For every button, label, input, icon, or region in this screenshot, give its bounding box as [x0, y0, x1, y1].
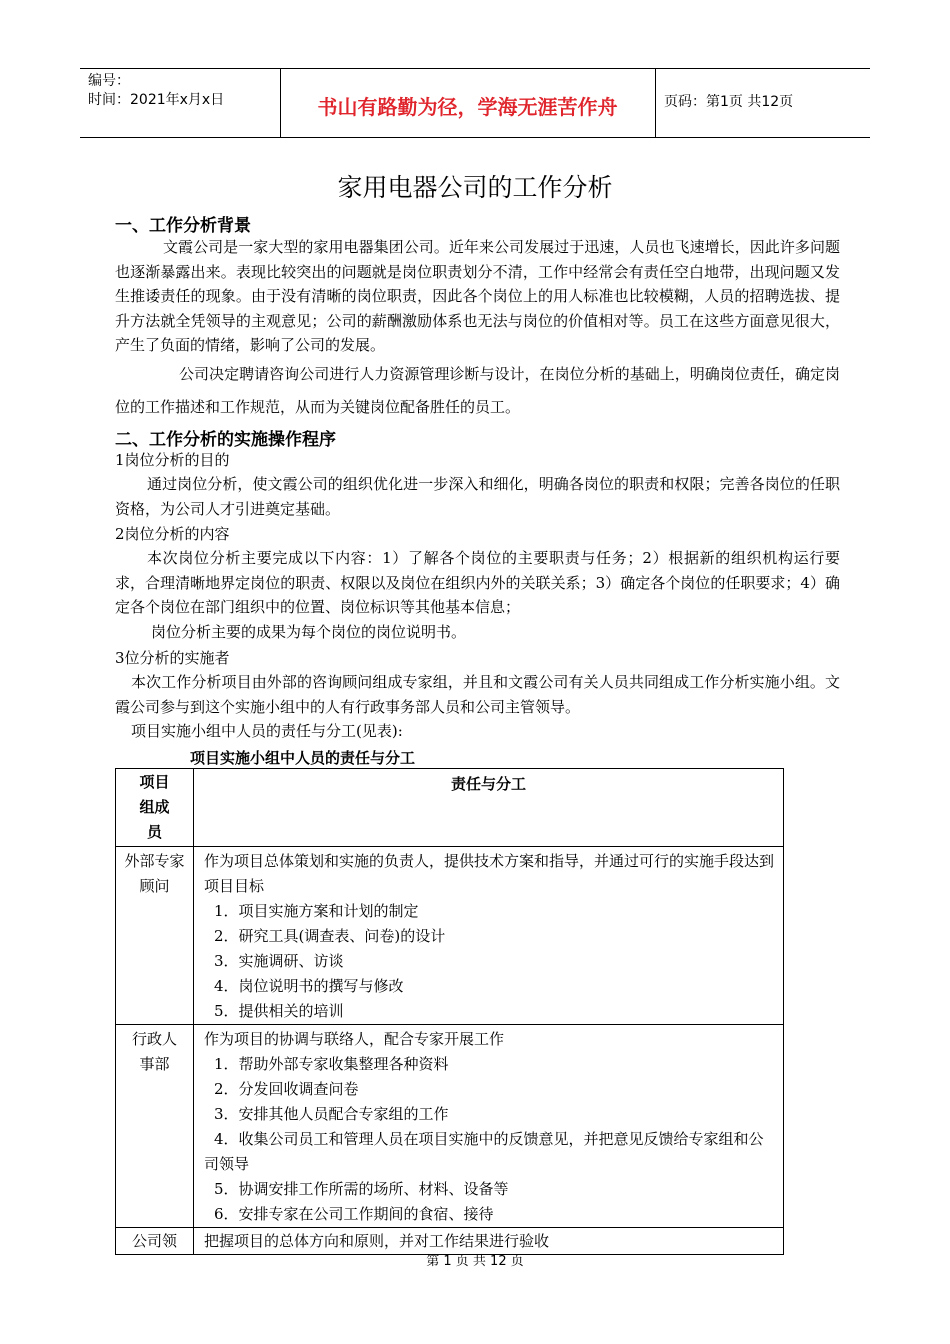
content-result-paragraph: 岗位分析主要的成果为每个岗位的岗位说明书。	[151, 623, 467, 641]
responsibility-item: 1．项目实施方案和计划的制定	[214, 902, 419, 920]
member-cell: 行政人事部	[116, 1025, 194, 1228]
subheading-content: 2岗位分析的内容	[115, 525, 230, 543]
purpose-paragraph: 通过岗位分析，使文霞公司的组织优化进一步深入和细化，明确各岗位的职责和权限；完善各岗位的任职资格，为公司人才引进奠定基础。	[115, 475, 840, 518]
document-date: 时间：2021年x月x日	[88, 92, 225, 108]
responsibility-item: 4．收集公司员工和管理人员在项目实施中的反馈意见，并把意见反馈给专家组和公司领导	[204, 1130, 764, 1173]
background-paragraph-2: 公司决定聘请咨询公司进行人力资源管理诊断与设计，在岗位分析的基础上，明确岗位责任，确定岗位的工作描述和工作规范，从而为关键岗位配备胜任的员工。	[115, 365, 840, 416]
responsibility-description: 作为项目的协调与联络人，配合专家开展工作	[204, 1030, 505, 1048]
subheading-implementers: 3位分析的实施者	[115, 649, 230, 667]
page-footer: 第 1 页 共 12 页	[426, 1254, 524, 1269]
table-header-row	[116, 769, 784, 847]
column-header-member: 项目组成员	[116, 769, 194, 847]
responsibility-item: 3．实施调研、访谈	[214, 952, 344, 970]
responsibility-item: 2．分发回收调查问卷	[214, 1080, 359, 1098]
responsibility-item: 3．安排其他人员配合专家组的工作	[214, 1105, 449, 1123]
section-heading-background: 一、工作分析背景	[115, 216, 251, 236]
responsibility-item: 2．研究工具(调查表、问卷)的设计	[214, 927, 446, 945]
header-motto-cell	[280, 69, 656, 137]
table-row	[116, 847, 784, 1025]
subheading-purpose: 1岗位分析的目的	[115, 451, 230, 469]
responsibility-item: 6．安排专家在公司工作期间的食宿、接待	[214, 1205, 494, 1223]
responsibility-item: 1．帮助外部专家收集整理各种资料	[214, 1055, 449, 1073]
document-number: 编号：	[88, 73, 130, 89]
responsibility-table	[115, 768, 784, 1255]
table-row	[116, 1025, 784, 1228]
header-page-cell	[656, 69, 870, 137]
member-cell: 公司领	[116, 1228, 194, 1255]
header-meta-cell	[80, 69, 281, 137]
document-title: 家用电器公司的工作分析	[337, 173, 613, 202]
table-intro-text: 项目实施小组中人员的责任与分工(见表):	[131, 722, 403, 740]
responsibility-cell	[194, 1025, 784, 1228]
section-heading-procedure: 二、工作分析的实施操作程序	[115, 430, 336, 450]
page-header	[80, 68, 870, 138]
responsibility-description: 把握项目的总体方向和原则，并对工作结果进行验收	[204, 1232, 550, 1250]
responsibility-item: 5．协调安排工作所需的场所、材料、设备等	[214, 1180, 509, 1198]
member-cell: 外部专家顾问	[116, 847, 194, 1025]
implementers-paragraph: 本次工作分析项目由外部的咨询顾问组成专家组，并且和文霞公司有关人员共同组成工作分析实施小组。文霞公司参与到这个实施小组中的人有行政事务部人员和公司主管领导。	[115, 673, 840, 716]
responsibility-cell	[194, 847, 784, 1025]
responsibility-item: 4．岗位说明书的撰写与修改	[214, 977, 404, 995]
column-header-responsibility: 责任与分工	[194, 769, 784, 847]
responsibility-item: 5．提供相关的培训	[214, 1002, 344, 1020]
page-number: 页码：第1页 共12页	[664, 94, 794, 110]
background-paragraph-1: 文霞公司是一家大型的家用电器集团公司。近年来公司发展过于迅速，人员也飞速增长，因此许多问题也逐渐暴露出来。表现比较突出的问题就是岗位职责划分不清，工作中经常会有责任空白地带，出现问题又发生推诿责任的现象。由于没有清晰的岗位职责，因此各个岗位上的用人标准也比较模糊，人员的招聘选拔、提升方法就全凭领导的主观意见；公司的薪酬激励体系也无法与岗位的价值相对等。员工在这些方面意见很大，产生了负面的情绪，影响了公司的发展。	[115, 238, 840, 354]
table-caption: 项目实施小组中人员的责任与分工	[190, 749, 416, 767]
content-paragraph: 本次岗位分析主要完成以下内容：1）了解各个岗位的主要职责与任务；2）根据新的组织机构运行要求，合理清晰地界定岗位的职责、权限以及岗位在组织内外的关联关系；3）确定各个岗位的任职要求；4）确定各个岗位在部门组织中的位置、岗位标识等其他基本信息；	[115, 549, 840, 616]
motto: 书山有路勤为径，学海无涯苦作舟	[317, 95, 618, 119]
responsibility-description: 作为项目总体策划和实施的负责人，提供技术方案和指导，并通过可行的实施手段达到项目目标	[204, 852, 775, 895]
